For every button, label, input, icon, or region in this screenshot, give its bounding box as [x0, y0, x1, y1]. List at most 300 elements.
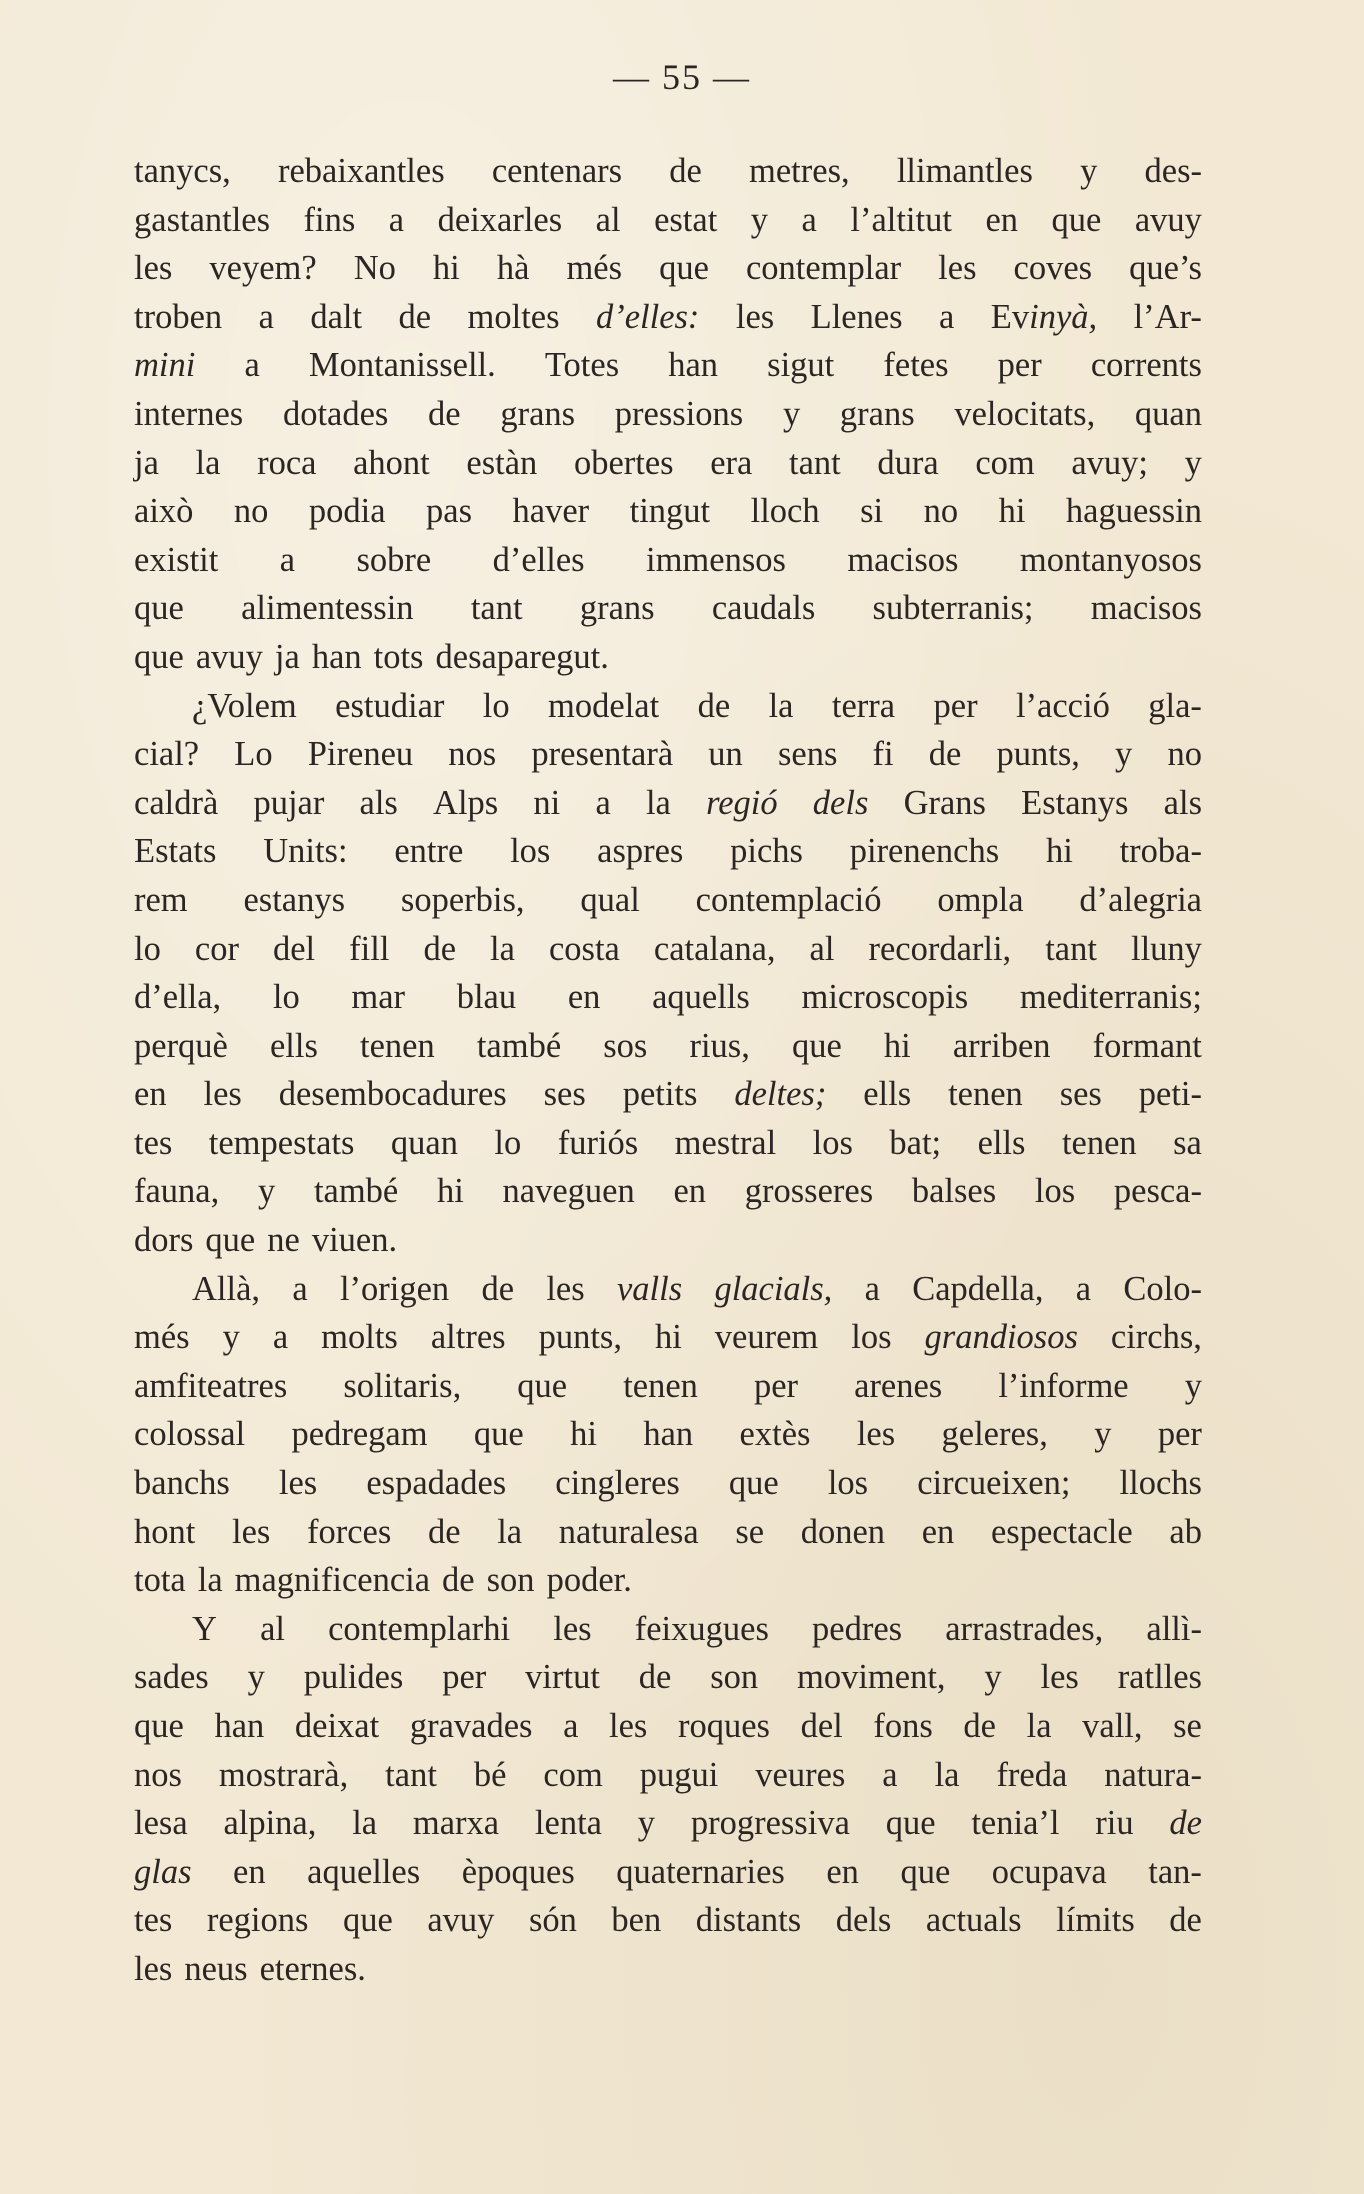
word: Alps [433, 783, 499, 822]
word: formant [1092, 1026, 1202, 1065]
word: lo [482, 686, 510, 725]
word: sigut [767, 346, 835, 385]
word: y [984, 1658, 1002, 1697]
word: límits [1056, 1901, 1135, 1940]
word: tanycs, [134, 152, 231, 190]
word: extès [739, 1415, 811, 1454]
word: aspres [597, 832, 684, 871]
text-line [134, 1751, 1202, 1800]
word: tant [385, 1755, 437, 1794]
word: amfiteatres [134, 1366, 288, 1405]
word: de [398, 297, 432, 336]
text-line [134, 1848, 1202, 1897]
word: deixat [294, 1707, 380, 1745]
word: llimantles [896, 152, 1033, 190]
word: per [997, 346, 1042, 385]
word: lesa [134, 1804, 188, 1843]
word: fetes [883, 346, 949, 385]
word: pugui [639, 1755, 719, 1794]
word: arenes [854, 1366, 943, 1405]
word: troben [134, 297, 223, 336]
word: tant [470, 589, 523, 628]
word: des- [1144, 152, 1202, 190]
word: estat [654, 200, 718, 239]
word: montanyosos [1019, 540, 1202, 579]
word: no [233, 492, 269, 531]
word: rebaixantles [277, 152, 445, 190]
word: nos [448, 735, 497, 774]
word: mediterranis; [1019, 978, 1202, 1017]
word: ab [1169, 1512, 1202, 1551]
text-line [134, 584, 1202, 633]
text-line [134, 1799, 1202, 1848]
word: sens [777, 735, 838, 774]
word: y [1094, 1415, 1112, 1454]
word: ratlles [1117, 1658, 1202, 1697]
word: que [791, 1026, 842, 1065]
word: geleres, [941, 1415, 1048, 1454]
word: les [134, 249, 173, 288]
word: les [134, 1949, 173, 1988]
word: roques [677, 1707, 770, 1745]
word: fins [303, 200, 356, 239]
word: gla- [1148, 686, 1202, 725]
word: també [313, 1172, 399, 1211]
word: sa [1173, 1123, 1202, 1162]
word: d’alegria [1079, 880, 1202, 919]
word: y [750, 200, 769, 239]
word: lloch [750, 492, 820, 531]
word: que’s [1129, 249, 1202, 288]
word: terra [831, 686, 896, 725]
word: centenars [491, 152, 623, 190]
word: la [197, 1561, 223, 1600]
word: qual [580, 880, 640, 919]
word: recordarli, [868, 929, 1012, 968]
word: ells [269, 1026, 318, 1065]
word: de [638, 1658, 672, 1697]
word: lo [272, 978, 300, 1017]
word: d’elles [492, 540, 585, 579]
word: dotades [282, 394, 389, 433]
word: en [985, 200, 1019, 239]
word: que [728, 1464, 779, 1503]
word: un [708, 735, 743, 774]
word: lluny [1130, 929, 1202, 968]
word: en [233, 1852, 266, 1891]
word: tenen [948, 1075, 1023, 1114]
text-line [134, 293, 1202, 342]
word: hi [998, 492, 1026, 531]
text-line [134, 341, 1202, 390]
word: los [510, 832, 551, 871]
word: Y [192, 1609, 217, 1648]
word: que [1051, 200, 1102, 239]
word: arriben [952, 1026, 1051, 1065]
word: sades [134, 1658, 209, 1697]
word: les [938, 249, 977, 288]
text-line [134, 1896, 1202, 1945]
word: gastantles [134, 200, 271, 239]
word: en [921, 1512, 955, 1551]
word: per [1157, 1415, 1202, 1454]
word: fi [872, 735, 894, 774]
word: caudals [711, 589, 816, 628]
word: rem [134, 880, 188, 919]
word: han [311, 637, 362, 676]
word: avuy; [1071, 443, 1149, 482]
word: en [826, 1852, 859, 1891]
word: a [292, 1269, 308, 1308]
word: les [278, 1464, 318, 1503]
word: sos [603, 1026, 648, 1065]
word: que [205, 1221, 256, 1260]
text-line [134, 1410, 1202, 1459]
word: que [134, 589, 184, 628]
text-line [134, 925, 1202, 974]
word: Montanissell. [308, 346, 496, 385]
word: naveguen [502, 1172, 635, 1211]
word: eternes. [259, 1949, 366, 1988]
word: pedregam [291, 1415, 428, 1454]
word: gravades [409, 1707, 533, 1745]
word: Estanys [1021, 783, 1129, 822]
text-line [134, 1070, 1202, 1119]
word: circhs, [1110, 1318, 1202, 1357]
word: furiós [557, 1123, 639, 1162]
word: hi [654, 1318, 682, 1357]
word: tes [134, 1123, 173, 1162]
word: d’ella, [134, 978, 222, 1017]
word: a [595, 783, 611, 822]
word: mar [351, 978, 406, 1017]
word: alpina, [223, 1804, 317, 1843]
word: no [923, 492, 959, 531]
word: microscopis [801, 978, 969, 1017]
word: ¿Volem [192, 686, 297, 725]
word: dura [877, 443, 939, 482]
text-line [134, 1653, 1202, 1702]
word: quaternaries [616, 1852, 785, 1891]
word: ses [543, 1075, 586, 1114]
word: Evinyà, [990, 297, 1098, 336]
text-line [134, 779, 1202, 828]
word: poder. [546, 1561, 632, 1600]
word: costa [548, 929, 620, 968]
word: pirenenchs [849, 832, 1000, 871]
word: desembocadures [278, 1075, 507, 1114]
word: Totes [544, 346, 620, 385]
word: presentarà [531, 735, 674, 774]
word: la [645, 783, 671, 822]
word: de [697, 686, 731, 725]
text-line [134, 487, 1202, 536]
word: podia [308, 492, 386, 531]
word: freda [996, 1755, 1068, 1794]
word: tenen [623, 1366, 698, 1405]
word: bat; [889, 1123, 942, 1162]
word: als [359, 783, 398, 822]
word: a [882, 1755, 898, 1794]
word: feixugues [634, 1609, 769, 1648]
text-line [134, 1022, 1202, 1071]
word: avuy [195, 637, 263, 676]
word: moviment, [797, 1658, 946, 1697]
word: donen [800, 1512, 886, 1551]
word: modelat [548, 686, 660, 725]
word: ne [267, 1221, 300, 1260]
text-line [134, 1313, 1202, 1362]
word: aquells [652, 978, 750, 1017]
paragraph [134, 682, 1202, 1265]
word: altres [430, 1318, 506, 1357]
word: les [203, 1075, 242, 1114]
word: tant [1045, 929, 1097, 968]
word: progressiva [690, 1804, 850, 1843]
word: a [563, 1707, 579, 1745]
word: sobre [356, 540, 432, 579]
word: internes [134, 394, 244, 433]
text-line [134, 973, 1202, 1022]
word: ells [977, 1123, 1026, 1162]
word: ni [533, 783, 561, 822]
word: la [195, 443, 221, 482]
word: a [279, 540, 296, 579]
word: distants [695, 1901, 802, 1940]
word: y [1184, 1366, 1202, 1405]
word: catalana, [653, 929, 776, 968]
word: fons [873, 1707, 933, 1745]
word: de [423, 929, 457, 968]
word: los [851, 1318, 892, 1357]
word: forces [307, 1512, 392, 1551]
word: per [753, 1366, 799, 1405]
word: que [517, 1366, 568, 1405]
text-line [134, 244, 1202, 293]
word: les [232, 1512, 271, 1551]
word: a [939, 297, 955, 336]
word: Colo- [1123, 1269, 1202, 1308]
word: y [247, 1658, 265, 1697]
word: los [812, 1123, 853, 1162]
word: en [134, 1075, 167, 1114]
word: y [637, 1804, 656, 1843]
word: deixarles [437, 200, 563, 239]
word: les [856, 1415, 896, 1454]
word: peti- [1138, 1075, 1202, 1114]
word: quan [1134, 394, 1202, 433]
word: grans [579, 589, 655, 628]
word: bé [473, 1755, 507, 1794]
word: caldrà [134, 783, 219, 822]
word: son [486, 1561, 535, 1600]
word: l’altitut [850, 200, 952, 239]
word: tenia’l [971, 1804, 1060, 1843]
word: grans [839, 394, 915, 433]
word: al [595, 200, 621, 239]
word: metres, [749, 152, 850, 190]
word: del [800, 1707, 843, 1745]
word: vall, [1082, 1707, 1143, 1745]
word: pressions [614, 394, 744, 433]
word: ocupava [991, 1852, 1107, 1891]
word: més [566, 249, 623, 288]
word: fauna, [134, 1172, 220, 1211]
text-line [134, 1556, 1202, 1605]
word: molts [321, 1318, 398, 1357]
word: que [659, 249, 709, 288]
word: no [1167, 735, 1202, 774]
word: valls [616, 1269, 683, 1308]
word: subterranis; [872, 589, 1034, 628]
word: les [546, 1269, 585, 1308]
word: Capdella, [912, 1269, 1044, 1308]
word: y [1115, 735, 1133, 774]
word: y [1184, 443, 1202, 482]
word: y [782, 394, 801, 433]
word: blau [456, 978, 517, 1017]
word: banchs [134, 1464, 230, 1503]
word: a [272, 1318, 289, 1357]
word: llochs [1119, 1464, 1202, 1503]
word: lo [134, 929, 161, 968]
word: fill [349, 929, 390, 968]
word: avuy [427, 1901, 495, 1940]
word: punts, [538, 1318, 622, 1357]
word: punts, [996, 735, 1080, 774]
word: allì- [1146, 1609, 1202, 1648]
text-line [134, 1265, 1202, 1314]
word: en [673, 1172, 707, 1211]
word: pulides [303, 1658, 404, 1697]
word: hà [496, 249, 530, 288]
text-line [134, 1702, 1202, 1751]
word: troba- [1119, 832, 1202, 871]
word: les [553, 1609, 592, 1648]
word: que [473, 1415, 524, 1454]
text-line [134, 876, 1202, 925]
word: de [442, 1561, 475, 1600]
word: dalt [310, 297, 363, 336]
text-line [134, 1119, 1202, 1168]
word: a [801, 200, 817, 239]
word: Lo [234, 735, 273, 774]
word: grandiosos [924, 1318, 1078, 1357]
text-line [134, 1605, 1202, 1654]
word: tots [373, 637, 424, 676]
word: que [342, 1901, 393, 1940]
word: l’origen [339, 1269, 450, 1308]
word: se [1173, 1707, 1202, 1745]
word: ahont [353, 443, 430, 482]
word: a [244, 346, 260, 385]
word: han [214, 1707, 265, 1745]
text-line [134, 1216, 1202, 1265]
word: estanys [243, 880, 346, 919]
word: veures [755, 1755, 846, 1794]
word: y [222, 1318, 240, 1357]
word: hi [883, 1026, 911, 1065]
word: haguessin [1065, 492, 1202, 531]
word: a [864, 1269, 880, 1308]
word: la [490, 929, 515, 968]
word: hi [570, 1415, 597, 1454]
word: lenta [534, 1804, 602, 1843]
word: la [497, 1512, 523, 1551]
word: virtut [525, 1658, 600, 1697]
word: los [1034, 1172, 1076, 1211]
word: la [1026, 1707, 1052, 1745]
word: viuen. [311, 1221, 398, 1260]
word: si [860, 492, 884, 531]
word: estàn [466, 443, 538, 482]
word: mini [134, 346, 196, 385]
word: natura- [1104, 1755, 1202, 1794]
word: tenen [1061, 1123, 1137, 1162]
word: neus [184, 1949, 248, 1988]
word: ja [274, 637, 300, 676]
word: tes [134, 1901, 173, 1940]
word: l’acció [1015, 686, 1110, 725]
word: petits [622, 1075, 698, 1114]
word: glacials, [714, 1269, 833, 1308]
word: glas [134, 1852, 192, 1891]
text-line [134, 1945, 1202, 1994]
word: regions [206, 1901, 309, 1940]
text-line [134, 1459, 1202, 1508]
word: coves [1013, 249, 1093, 288]
word: a [1075, 1269, 1092, 1308]
word: desaparegut. [435, 637, 609, 676]
word: de [428, 394, 461, 433]
paragraph [134, 1605, 1202, 1994]
word: circueixen; [917, 1464, 1071, 1503]
word: mostrarà, [218, 1755, 349, 1794]
word: ells [863, 1075, 912, 1114]
word: l’informe [998, 1366, 1129, 1405]
word: No [353, 249, 396, 288]
word: que [900, 1852, 951, 1891]
word: la [352, 1804, 378, 1843]
word: també [476, 1026, 562, 1065]
word: avuy [1134, 200, 1202, 239]
word: de [427, 1512, 461, 1551]
word: ben [611, 1901, 662, 1940]
page-number: — 55 — [613, 57, 751, 97]
word: mestral [674, 1123, 777, 1162]
word: cingleres [555, 1464, 680, 1503]
word: actuals [925, 1901, 1022, 1940]
word: immensos [646, 540, 786, 579]
word: pas [426, 492, 473, 531]
word: grosseres [744, 1172, 874, 1211]
word: tota [134, 1561, 186, 1600]
word: ja [134, 443, 159, 482]
word: solitaris, [343, 1366, 462, 1405]
word: arrastrades, [945, 1609, 1104, 1648]
word: deltes; [734, 1075, 827, 1114]
word: de [928, 735, 962, 774]
word: riu [1095, 1804, 1134, 1843]
word: rius, [689, 1026, 750, 1065]
word: era [710, 443, 753, 482]
word: ompla [937, 880, 1024, 919]
word: espadades [366, 1464, 507, 1503]
word: moltes [467, 297, 560, 336]
word: són [528, 1901, 577, 1940]
word: a [258, 297, 274, 336]
word: pesca- [1113, 1172, 1202, 1211]
